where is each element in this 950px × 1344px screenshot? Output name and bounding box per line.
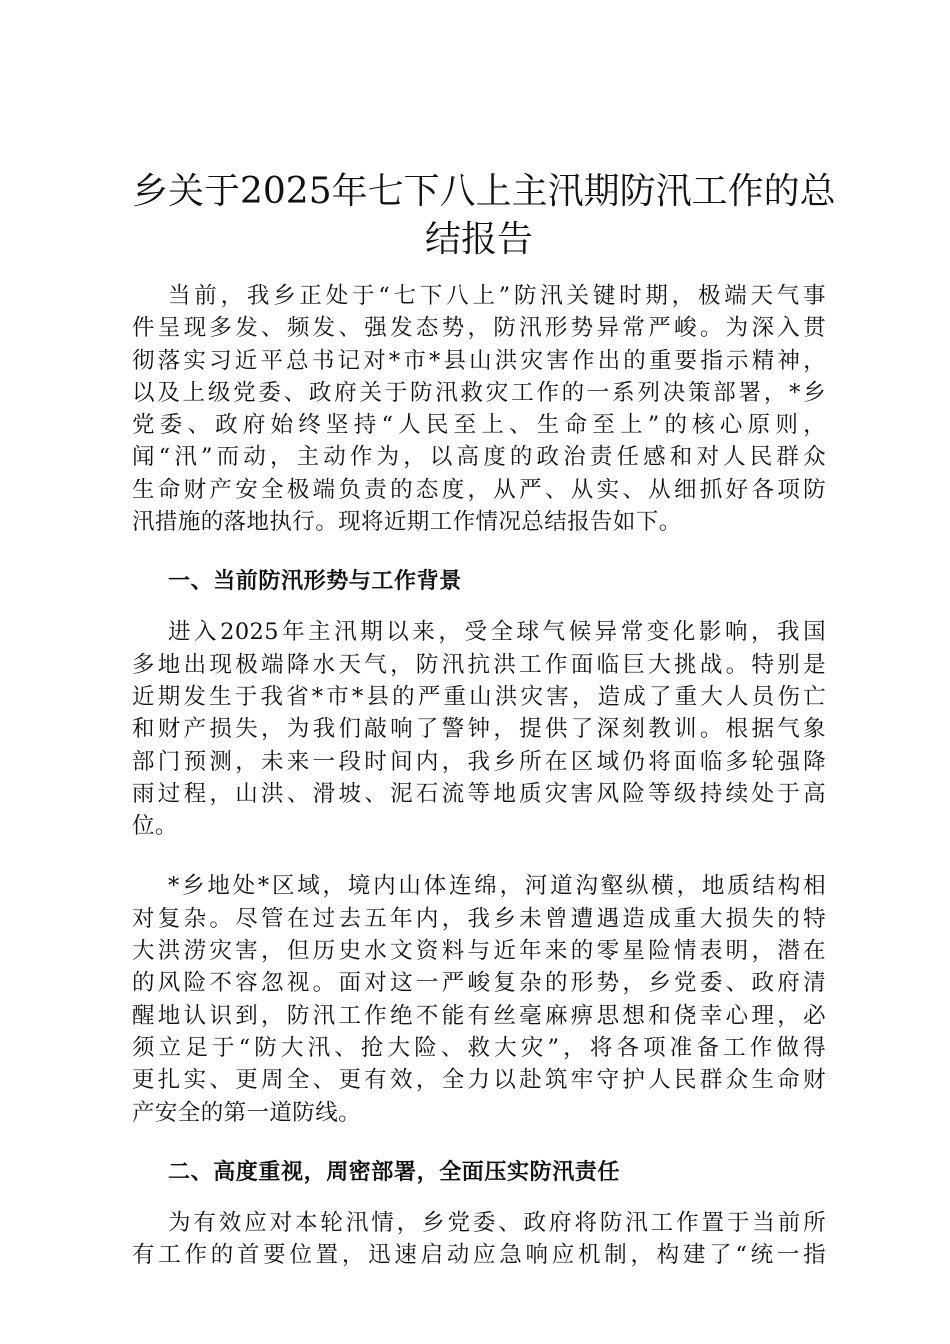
intro-paragraph [132, 280, 826, 538]
title-line-2: 结报告 [424, 219, 533, 260]
paragraph-line: 近期发生于我省*市*县的严重山洪灾害，造成了重大人员伤亡 [132, 683, 826, 710]
paragraph-line: 党委、政府始终坚持“人民至上、生命至上”的核心原则， [132, 412, 826, 439]
document-body [132, 170, 836, 1271]
section-heading-1: 一、当前防汛形势与工作背景 [168, 569, 462, 595]
paragraph-line: 多地出现极端降水天气，防汛抗洪工作面临巨大挑战。特别是 [132, 651, 826, 678]
paragraph-line: 件呈现多发、频发、强发态势，防汛形势异常严峻。为深入贯 [132, 315, 826, 342]
paragraph-line: 生命财产安全极端负责的态度，从严、从实、从细抓好各项防 [132, 476, 826, 503]
paragraph-line: 大洪涝灾害，但历史水文资料与近年来的零星险情表明，潜在 [132, 938, 826, 965]
paragraph-line: 部门预测，未来一段时间内，我乡所在区域仍将面临多轮强降 [132, 748, 826, 775]
paragraph-line: 闻“汛”而动，主动作为，以高度的政治责任感和对人民群众 [132, 444, 826, 471]
section-1-paragraph-2 [132, 870, 826, 1128]
paragraph-line: 醒地认识到，防汛工作绝不能有丝毫麻痹思想和侥幸心理，必 [132, 1002, 826, 1029]
paragraph-line: 的风险不容忽视。面对这一严峻复杂的形势，乡党委、政府清 [132, 970, 826, 997]
paragraph-line: 产安全的第一道防线。 [132, 1099, 362, 1126]
paragraph-line: 以及上级党委、政府关于防汛救灾工作的一系列决策部署，*乡 [132, 379, 826, 406]
paragraph-line: 为有效应对本轮汛情，乡党委、政府将防汛工作置于当前所 [168, 1209, 826, 1236]
paragraph-line: 位。 [132, 813, 178, 840]
paragraph-line: 汛措施的落地执行。现将近期工作情况总结报告如下。 [132, 509, 682, 536]
paragraph-line: 进入2025年主汛期以来，受全球气候异常变化影响，我国 [168, 619, 826, 646]
section-heading-2: 二、高度重视，周密部署，全面压实防汛责任 [168, 1159, 621, 1185]
paragraph-line: 须立足于“防大汛、抢大险、救大灾”，将各项准备工作做得 [132, 1034, 826, 1061]
paragraph-line: 有工作的首要位置，迅速启动应急响应机制，构建了“统一指 [132, 1242, 826, 1269]
paragraph-line: 雨过程，山洪、滑坡、泥石流等地质灾害风险等级持续处于高 [132, 780, 826, 807]
title-line-1: 乡关于2025年七下八上主汛期防汛工作的总 [132, 171, 836, 212]
paragraph-line: 彻落实习近平总书记对*市*县山洪灾害作出的重要指示精神， [132, 347, 826, 374]
document-title [132, 170, 836, 262]
paragraph-line: 更扎实、更周全、更有效，全力以赴筑牢守护人民群众生命财 [132, 1067, 826, 1094]
section-2-paragraph-1 [132, 1207, 826, 1272]
paragraph-line: 对复杂。尽管在过去五年内，我乡未曾遭遇造成重大损失的特 [132, 905, 826, 932]
paragraph-line: 和财产损失，为我们敲响了警钟，提供了深刻教训。根据气象 [132, 716, 826, 743]
section-1-paragraph-1 [132, 616, 826, 842]
paragraph-line: *乡地处*区域，境内山体连绵，河道沟壑纵横，地质结构相 [168, 873, 826, 900]
paragraph-line: 当前，我乡正处于“七下八上”防汛关键时期，极端天气事 [168, 283, 826, 309]
